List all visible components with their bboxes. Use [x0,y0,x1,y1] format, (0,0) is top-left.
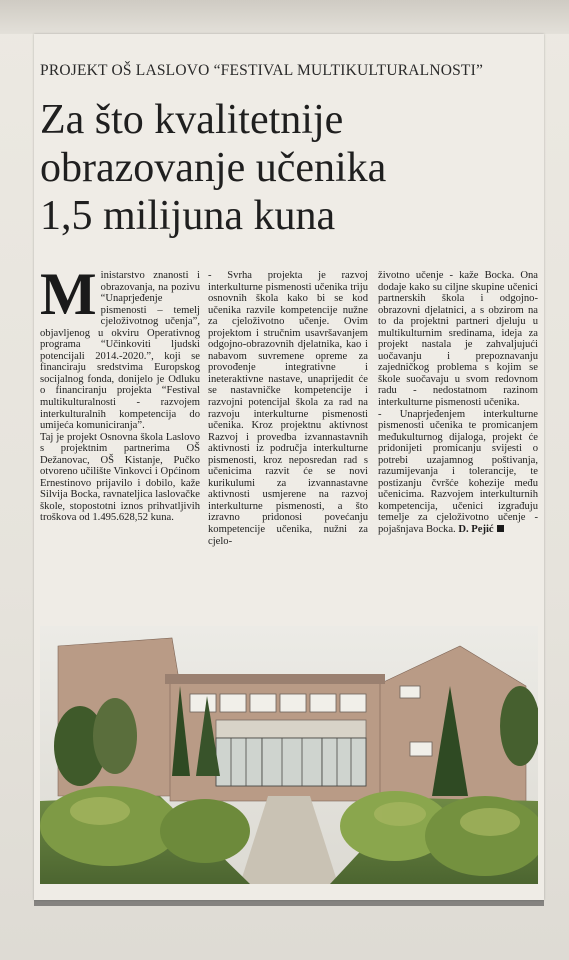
school-photo [40,626,538,884]
headline-line-2: obrazovanje učenika [40,145,387,191]
end-mark [497,525,504,532]
article-kicker: PROJEKT OŠ LASLOVO “FESTIVAL MULTIKULTURALNOSTI” [40,62,484,79]
article-column-1 [40,261,200,524]
paragraph-2: Taj je projekt Osnovna škola Laslovo s projektnim partnerima OŠ Dežanovac, OŠ Kistanje, Pučko otvoreno učilište Vinkovci i Općinom Ernestinovo prijavilo i dobilo, kaže Silvija Bocka, ravnateljica laslovačke škole, stopostotni iznos prihvatljivih troškova od 1.495.628,52 kuna. [40,431,200,524]
paragraph-1-text: inistarstvo znanosti i obrazovanja, na pozivu “Unaprjeđenje pismenosti – temelj cjeloživotnog učenja”, objavljenog u okviru Operativnog programa “Učinkoviti ljudski potencijali 2014.-2020.”, koji se financiraju sredstvima Europskog socijalnog fonda, donijelo je Odluku o financiranju projekta “Festival multikulturalnosti - razvojem interkulturalnih kompetencija do umijeća komuniciranja”. [40,270,200,432]
school-building-image [40,626,538,884]
article-column-2 [208,270,368,547]
article-body [40,261,538,610]
scan-edge [0,0,569,34]
headline-line-1: Za što kvalitetnije [40,97,344,143]
paragraph-5-text: - Unaprjeđenjem interkulturne pismenosti učenika te promicanjem međukulturnog dijaloga, projekt će pridonijeti promicanju svijesti o potrebi uzajamnog poštivanja, razumijevanja i tolerancije, te postizanju čvršće kohezije među učenicima. Razvojem interkulturnih kompetencija, učenici izgrađuju temelje za cjeloživotno učenje - pojašnjava Bocka. [378,408,538,536]
byline: D. Pejić [458,524,494,536]
clipping-bottom-rule [34,900,544,906]
paragraph-1 [40,261,200,432]
headline-line-3: 1,5 milijuna kuna [40,193,336,239]
paragraph-3: - Svrha projekta je razvoj interkulturne pismenosti učenika triju osnovnih škola kako bi se kod učenika razvile kompetencije nužne za cjeloživotno učenje. Ovim projektom i stručnim usavršavanjem odgojno-obrazovnih djelatnika, kao i nabavom suvremene opreme za provođenje integrativne i ineteraktivne nastave, unaprijedit će se nastavničke kompetencije i razvojni potencijal škola za rad na razvoju interkulturne pismenosti učenika. Kroz projektnu aktivnost Razvoj i provedba izvannastavnih aktivnosti iz područja interkulturne pismenosti, kroz neposredan rad s učenicima razvit će se novi kurikulumi za izvannastavne aktivnosti usmjerene na razvoj interkulturne pismenosti, a što izravno pridonosi povećanju kompetencije učenika, nužni za cjelo- [208,270,368,547]
paragraph-4: životno učenje - kaže Bocka. Ona dodaje kako su ciljne skupine učenici partnerskih škola i odgojno-obrazovni djelatnici, a s obzirom na to da projektni partneri djeluju u multikulturnim sredinama, ideja za projekt nastala je zahvaljujući uočavanju i prepoznavanju zajedničkog problema s kojim se škole suočavaju u svom redovnom radu - nedostatnom razinom interkulturne pismenosti učenika. [378,270,538,409]
paragraph-5 [378,409,538,536]
article-headline [40,96,540,240]
drop-cap: M [40,261,97,327]
article-column-3 [378,270,538,536]
